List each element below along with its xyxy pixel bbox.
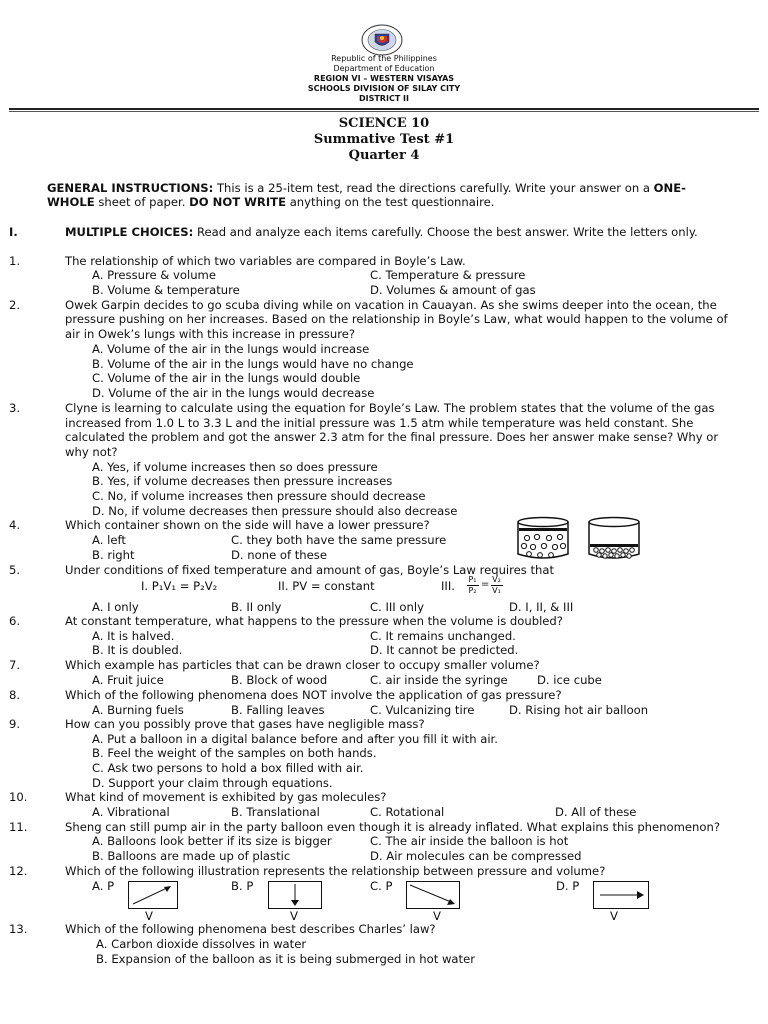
q5-text: Under conditions of fixed temperature and amount of gas, Boyle’s Law requires that: [65, 563, 555, 577]
q6-option-c: C. It remains unchanged.: [370, 629, 516, 643]
graph-b-down-arrow-icon: [269, 882, 321, 908]
instructions-line2: [47, 195, 494, 209]
q5-option-b: B. II only: [231, 600, 282, 614]
q4-option-c: C. they both have the same pressure: [231, 533, 447, 547]
title-quarter: Quarter 4: [348, 148, 420, 163]
fraction-v1: V₁: [492, 586, 501, 595]
header-district: DISTRICT II: [358, 94, 410, 103]
q10-text: What kind of movement is exhibited by gas molecules?: [65, 790, 387, 804]
q6-option-a: A. It is halved.: [92, 629, 175, 643]
q8-option-c: C. Vulcanizing tire: [370, 703, 475, 717]
q13-text: Which of the following phenomena best describes Charles’ law?: [65, 922, 436, 936]
q2-option-c: C. Volume of the air in the lungs would double: [92, 371, 361, 385]
q3-option-c: C. No, if volume increases then pressure should decrease: [92, 489, 426, 503]
q12-b-axis-v: V: [290, 909, 298, 923]
deped-seal-icon: [361, 24, 403, 56]
q13-option-b: B. Expansion of the balloon as it is being submerged in hot water: [96, 952, 475, 966]
q5-statement-ii: II. PV = constant: [278, 579, 375, 593]
q7-option-b: B. Block of wood: [231, 673, 328, 687]
q5-fraction-formula: [466, 575, 516, 599]
header-divider-thin: [9, 111, 759, 112]
q5-option-d: D. I, II, & III: [509, 600, 574, 614]
q7-option-a: A. Fruit juice: [92, 673, 164, 687]
q3-option-d: D. No, if volume decreases then pressure should also decrease: [92, 504, 458, 518]
q12-number: 12.: [9, 864, 28, 878]
q2-option-d: D. Volume of the air in the lungs would decrease: [92, 386, 375, 400]
section-text: Read and analyze each items carefully. Choose the best answer. Write the letters only.: [196, 225, 698, 239]
q12-option-a: A. P: [92, 879, 115, 893]
q3-number: 3.: [9, 401, 21, 415]
instructions-text3: anything on the test questionnaire.: [289, 195, 495, 209]
title-subject: SCIENCE 10: [338, 116, 430, 131]
q3-line2: increased from 1.0 L to 3.3 L and the initial pressure was 1.5 atm while temperature was held constant. She: [65, 416, 694, 430]
section-numeral: I.: [9, 225, 18, 239]
instructions-label: GENERAL INSTRUCTIONS:: [47, 181, 214, 195]
q8-number: 8.: [9, 688, 21, 702]
q12-c-axis-v: V: [433, 909, 441, 923]
instructions-bold1: ONE-: [653, 181, 686, 195]
graph-a-increasing-arrow-icon: [129, 882, 177, 908]
q2-option-b: B. Volume of the air in the lungs would have no change: [92, 357, 414, 371]
q10-option-a: A. Vibrational: [92, 805, 170, 819]
q3-option-a: A. Yes, if volume increases then so does pressure: [92, 460, 378, 474]
q10-option-d: D. All of these: [555, 805, 637, 819]
q11-option-d: D. Air molecules can be compressed: [370, 849, 582, 863]
instructions-text1: This is a 25-item test, read the directions carefully. Write your answer on a: [216, 181, 650, 195]
header-divider: [9, 108, 759, 110]
q12-d-axis-v: V: [610, 909, 618, 923]
graph-c-box: [406, 881, 460, 909]
q3-line1: Clyne is learning to calculate using the equation for Boyle’s Law. The problem states that the volume of the gas: [65, 401, 715, 415]
q5-statement-iii: III.: [441, 579, 455, 593]
q12-a-axis-v: V: [145, 909, 153, 923]
header-republic: Republic of the Philippines: [331, 54, 437, 63]
q7-option-c: C. air inside the syringe: [370, 673, 508, 687]
q5-option-a: A. I only: [92, 600, 139, 614]
q3-line3: calculated the problem and got the answer 2.3 atm for the final pressure. Does her answer make sense? Why or: [65, 430, 719, 444]
q4-option-a: A. left: [92, 533, 126, 547]
graph-b-box: [268, 881, 322, 909]
q13-option-a: A. Carbon dioxide dissolves in water: [96, 937, 307, 951]
q3-option-b: B. Yes, if volume decreases then pressure increases: [92, 474, 393, 488]
fraction-p1: P₁: [468, 575, 477, 584]
instructions-bold3: DO NOT WRITE: [189, 195, 287, 209]
graph-c-decreasing-arrow-icon: [407, 882, 459, 908]
q2-line1: Owek Garpin decides to go scuba diving while on vacation in Cauayan. As she swims deeper into the ocean, the: [65, 298, 717, 312]
q8-text: Which of the following phenomena does NOT involve the application of gas pressure?: [65, 688, 562, 702]
q8-option-a: A. Burning fuels: [92, 703, 184, 717]
q10-option-b: B. Translational: [231, 805, 320, 819]
q6-option-d: D. It cannot be predicted.: [370, 643, 519, 657]
q6-text: At constant temperature, what happens to the pressure when the volume is doubled?: [65, 614, 563, 628]
q5-option-c: C. III only: [370, 600, 424, 614]
q12-text: Which of the following illustration represents the relationship between pressure and volume?: [65, 864, 606, 878]
q9-text: How can you possibly prove that gases have negligible mass?: [65, 717, 425, 731]
q11-option-b: B. Balloons are made up of plastic: [92, 849, 291, 863]
q9-option-a: A. Put a balloon in a digital balance before and after you fill it with air.: [92, 732, 498, 746]
q11-number: 11.: [9, 820, 28, 834]
q12-option-b: B. P: [231, 879, 254, 893]
q10-number: 10.: [9, 790, 28, 804]
q6-option-b: B. It is doubled.: [92, 643, 183, 657]
q6-number: 6.: [9, 614, 21, 628]
container-left-icon: [515, 516, 571, 562]
fraction-bar-right: [491, 585, 503, 586]
section-label: MULTIPLE CHOICES:: [65, 225, 194, 239]
q11-option-a: A. Balloons look better if its size is bigger: [92, 834, 332, 848]
fraction-p2: P₂: [468, 586, 477, 595]
section-heading: [65, 225, 698, 239]
q10-option-c: C. Rotational: [370, 805, 445, 819]
q8-option-d: D. Rising hot air balloon: [509, 703, 649, 717]
instructions-bold2: WHOLE: [47, 195, 95, 209]
q12-option-c: C. P: [370, 879, 393, 893]
header-region: REGION VI – WESTERN VISAYAS: [313, 74, 455, 83]
q11-option-c: C. The air inside the balloon is hot: [370, 834, 569, 848]
fraction-v2: V₂: [492, 575, 501, 584]
q4-option-b: B. right: [92, 548, 135, 562]
q8-option-b: B. Falling leaves: [231, 703, 325, 717]
q7-text: Which example has particles that can be drawn closer to occupy smaller volume?: [65, 658, 540, 672]
q1-option-b: B. Volume & temperature: [92, 283, 240, 297]
q2-line2: pressure pushing on her increases. Based on the relationship in Boyle’s Law, what would happen to the volume of: [65, 312, 728, 326]
q9-option-d: D. Support your claim through equations.: [92, 776, 333, 790]
q9-option-c: C. Ask two persons to hold a box filled with air.: [92, 761, 364, 775]
instructions-text2: sheet of paper.: [98, 195, 186, 209]
q9-number: 9.: [9, 717, 21, 731]
q12-option-d: D. P: [556, 879, 580, 893]
q2-number: 2.: [9, 298, 21, 312]
fraction-bar-left: [467, 585, 479, 586]
q1-text: The relationship of which two variables are compared in Boyle’s Law.: [65, 254, 466, 268]
q7-number: 7.: [9, 658, 21, 672]
q4-number: 4.: [9, 518, 21, 532]
graph-d-box: [593, 881, 649, 909]
q1-number: 1.: [9, 254, 21, 268]
q9-option-b: B. Feel the weight of the samples on both hands.: [92, 746, 377, 760]
q13-number: 13.: [9, 922, 28, 936]
q11-text: Sheng can still pump air in the party balloon even though it is already inflated. What explains this phenomenon?: [65, 820, 720, 834]
instructions-line1: [47, 181, 686, 195]
q4-option-d: D. none of these: [231, 548, 327, 562]
q4-text: Which container shown on the side will have a lower pressure?: [65, 518, 430, 532]
header-department: Department of Education: [333, 64, 435, 73]
q1-option-c: C. Temperature & pressure: [370, 268, 526, 282]
q2-option-a: A. Volume of the air in the lungs would increase: [92, 342, 370, 356]
q3-line4: why not?: [65, 445, 118, 459]
q5-number: 5.: [9, 563, 21, 577]
graph-a-box: [128, 881, 178, 909]
q1-option-d: D. Volumes & amount of gas: [370, 283, 536, 297]
graph-d-right-arrow-icon: [594, 882, 648, 908]
q1-option-a: A. Pressure & volume: [92, 268, 216, 282]
fraction-equals: =: [481, 579, 490, 590]
q7-option-d: D. ice cube: [537, 673, 602, 687]
container-right-icon: [586, 516, 642, 562]
q5-statement-i: I. P₁V₁ = P₂V₂: [141, 579, 218, 593]
q2-line3: air in Owek’s lungs with this increase in pressure?: [65, 327, 356, 341]
title-test: Summative Test #1: [313, 132, 455, 147]
header-division: SCHOOLS DIVISION OF SILAY CITY: [307, 84, 461, 93]
